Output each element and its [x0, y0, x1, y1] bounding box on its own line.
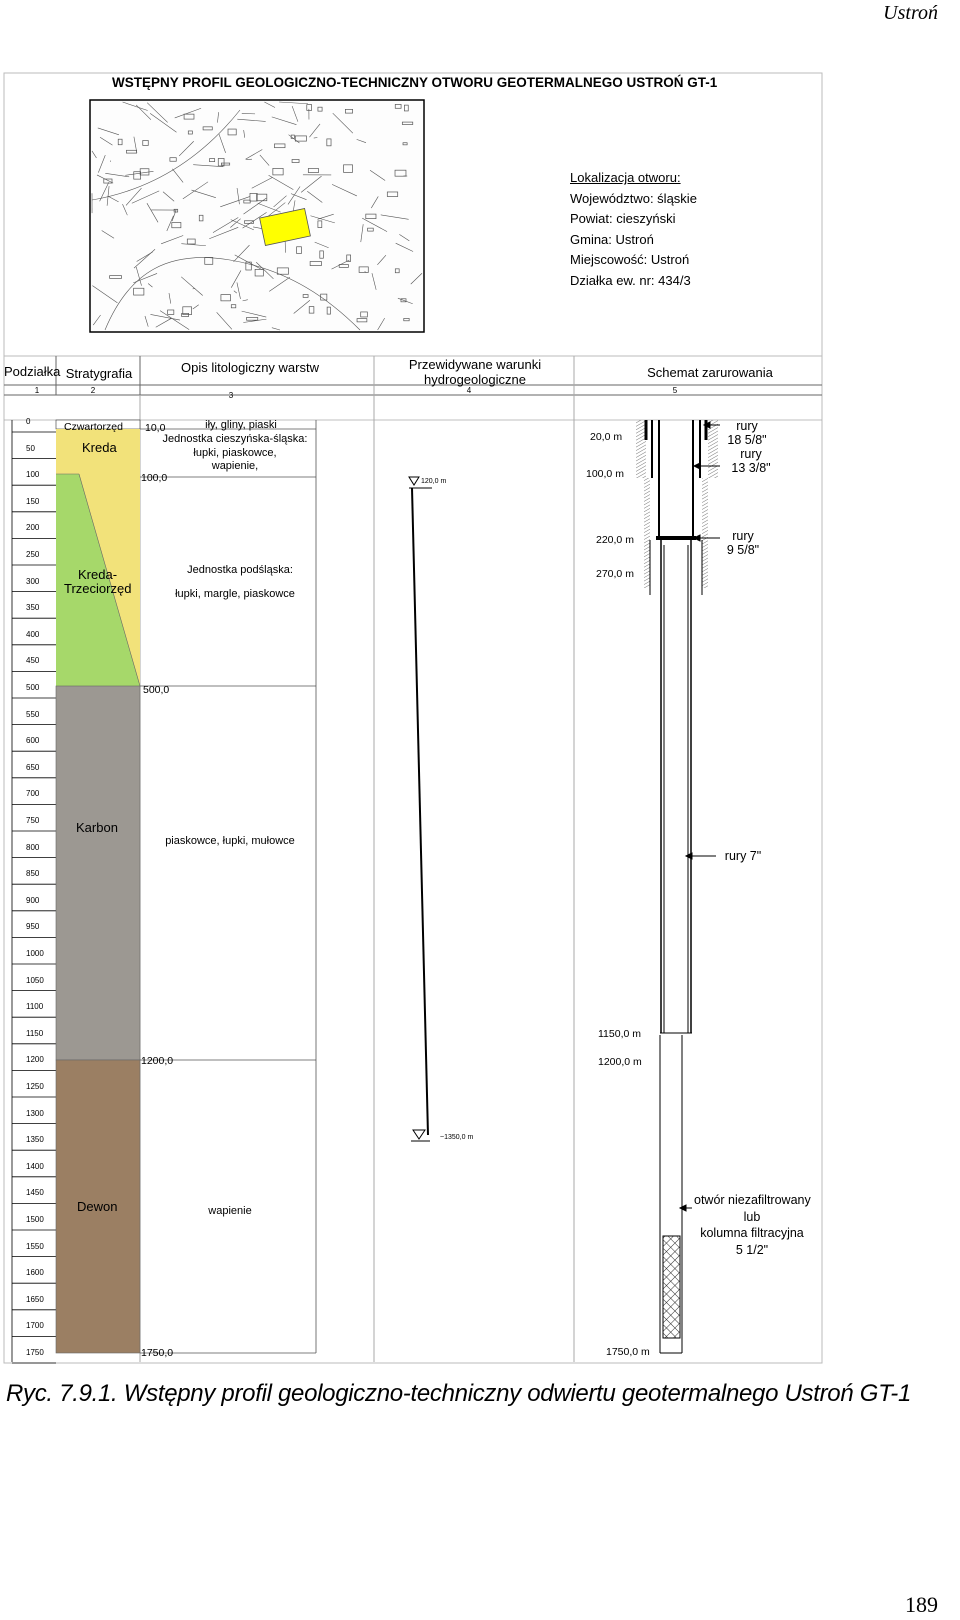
depth-tick-label: 50: [26, 443, 35, 453]
filter-label: otwór niezafiltrowany: [694, 1193, 811, 1207]
depth-tick-label: 1750: [26, 1348, 44, 1357]
depth-tick-label: 100: [26, 470, 40, 480]
casing-label: rury: [732, 529, 754, 543]
depth-tick-label: 1100: [26, 1002, 44, 1012]
strat-label-carboniferous: Karbon: [76, 820, 118, 835]
depth-tick-label: 1250: [26, 1082, 44, 1091]
casing-depth: 1150,0 m: [598, 1028, 641, 1040]
depth-tick-label: 1400: [26, 1161, 44, 1171]
casing-label: 18 5/8": [727, 433, 767, 447]
depth-tick-label: 1600: [26, 1268, 44, 1278]
depth-tick-label: 1000: [26, 949, 44, 958]
depth-tick-label: 250: [26, 550, 40, 559]
casing-label: rury: [740, 447, 762, 461]
depth-tick-label: 650: [26, 762, 40, 772]
strat-label-cret-tertiary: Kreda-: [78, 567, 118, 582]
location-line: Gmina: Ustroń: [570, 231, 654, 247]
depth-tick-label: 1350: [26, 1135, 44, 1145]
depth-tick-label: 1200: [26, 1055, 44, 1065]
depth-tick-label: 400: [26, 629, 40, 639]
depth-tick-label: 1550: [26, 1241, 44, 1251]
running-header: Ustroń: [883, 2, 938, 24]
casing-label: 13 3/8": [731, 461, 771, 475]
lithology-text: wapienie: [208, 1205, 252, 1217]
depth-tick-label: 1300: [26, 1108, 44, 1118]
casing-depth: 270,0 m: [596, 568, 634, 580]
depth-tick-label: 1500: [26, 1215, 44, 1224]
strat-label-cretaceous: Kreda: [82, 440, 117, 455]
casing-depth: 220,0 m: [596, 534, 634, 546]
page-number: 189: [905, 1592, 938, 1617]
casing-depth: 20,0 m: [590, 431, 623, 443]
depth-tick-label: 850: [26, 869, 40, 879]
col-header-casing: Schemat zarurowania: [647, 365, 773, 380]
location-map: [90, 100, 424, 332]
col-header-lithology: Opis litologiczny warstw: [181, 360, 319, 375]
casing-label: rury: [736, 419, 758, 433]
col-header-hydro: Przewidywane warunki hydrogeologiczne: [408, 357, 542, 387]
col-number: 3: [228, 391, 234, 400]
casing-depth: 1750,0 m: [606, 1346, 650, 1358]
casing-depth: 1200,0 m: [598, 1056, 642, 1068]
casing-depth: 100,0 m: [586, 468, 624, 480]
lithology-text: Jednostka cieszyńska-śląska:: [162, 433, 308, 445]
col-header-stratigraphy: Stratygrafia: [65, 366, 133, 381]
col-number: 1: [34, 386, 40, 395]
depth-tick-label: 300: [26, 576, 40, 586]
location-line: Działka ew. nr: 434/3: [570, 272, 691, 288]
boundary-depth: 10,0: [145, 422, 166, 434]
water-level-bottom: ~1350,0 m: [440, 1134, 474, 1141]
depth-tick-label: 600: [26, 736, 40, 746]
water-level-top: 120,0 m: [421, 478, 447, 485]
filter-label: 5 1/2": [735, 1243, 769, 1257]
depth-tick-label: 150: [26, 496, 40, 506]
location-line: Województwo: śląskie: [570, 190, 697, 206]
boundary-depth: 500,0: [143, 684, 170, 696]
depth-tick-label: 500: [26, 683, 40, 692]
depth-tick-label: 950: [26, 922, 40, 932]
depth-tick-label: 800: [26, 842, 40, 852]
depth-tick-label: 750: [26, 816, 40, 825]
figure-title: WSTĘPNY PROFIL GEOLOGICZNO-TECHNICZNY OTWORU GEOTERMALNEGO USTROŃ GT-1: [112, 75, 718, 90]
lithology-text: Jednostka podśląska:: [187, 564, 293, 576]
col-number: 5: [672, 386, 678, 395]
location-info: [570, 168, 697, 291]
strat-label-quaternary: Czwartorzęd: [64, 421, 123, 433]
depth-tick-label: 900: [26, 895, 40, 905]
boundary-depth: 100,0: [141, 472, 168, 484]
lithology-text: wapienie,: [211, 460, 259, 472]
col-number: 2: [90, 386, 96, 395]
filter-label: kolumna filtracyjna: [700, 1226, 804, 1240]
depth-tick-label: 700: [26, 789, 40, 799]
depth-tick-label: 0: [26, 417, 31, 426]
col-number: 4: [466, 386, 472, 395]
strat-label-devonian: Dewon: [77, 1199, 118, 1214]
depth-tick-label: 450: [26, 656, 40, 666]
location-line: Powiat: cieszyński: [570, 211, 676, 226]
depth-tick-label: 550: [26, 709, 40, 719]
water-level-line: [409, 477, 432, 1141]
depth-tick-label: 1450: [26, 1188, 44, 1198]
depth-tick-label: 1650: [26, 1294, 44, 1304]
col-header-scale: Podziałka: [4, 364, 61, 379]
depth-tick-label: 1150: [26, 1028, 44, 1038]
casing-label: rury 7": [724, 849, 762, 863]
lithology-text: iły, gliny, piaski: [205, 419, 277, 431]
location-heading: Lokalizacja otworu:: [570, 170, 681, 185]
casing-label: 9 5/8": [726, 543, 760, 557]
lithology-text: łupki, margle, piaskowce: [175, 588, 295, 600]
figure-caption: Ryc. 7.9.1. Wstępny profil geologiczno-techniczny odwiertu geotermalnego Ustroń GT-1: [6, 1380, 912, 1407]
depth-tick-label: 1050: [26, 975, 44, 985]
strat-label-cret-tertiary: Trzeciorzęd: [64, 581, 132, 596]
boundary-depth: 1200,0: [141, 1055, 174, 1067]
boundary-depth: 1750,0: [141, 1347, 174, 1359]
depth-tick-label: 350: [26, 603, 40, 613]
depth-tick-label: 1700: [26, 1321, 44, 1331]
location-line: Miejscowość: Ustroń: [570, 252, 690, 267]
lithology-text: piaskowce, łupki, mułowce: [165, 835, 295, 847]
lithology-text: łupki, piaskowce,: [193, 447, 277, 459]
depth-tick-label: 200: [26, 523, 40, 533]
filter-label: lub: [743, 1210, 761, 1224]
